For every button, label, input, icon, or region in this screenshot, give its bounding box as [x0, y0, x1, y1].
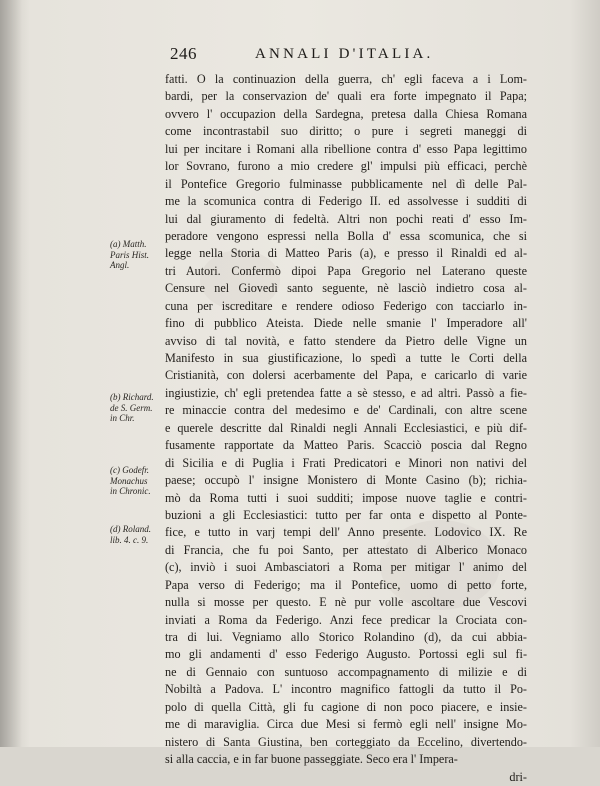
page-header — [170, 44, 530, 66]
text-line: fatti. O la continuazion della guerra, ch' egli faceva a i Lom- — [165, 72, 527, 86]
margin-note-a — [110, 239, 162, 271]
text-line: fusamente rapportate da Matteo Paris. Scacciò poscia dal Regno — [165, 438, 527, 453]
text-line: buzioni a gli Ecclesiastici: tutto per far onta e dispetto al Ponte- — [165, 507, 527, 522]
binding-shadow — [0, 0, 22, 747]
text-line: dri- — [509, 769, 527, 784]
main-text-column — [165, 71, 527, 786]
text-line: peradore vengono espressi nella Bolla d' essa scomunica, che si — [165, 228, 527, 243]
text-line: fino di pubblico Ateista. Diede nelle smanie l' Imperadore all' — [165, 316, 527, 331]
margin-note-line: in Chronic. — [110, 486, 151, 496]
text-line: Manifesto in sua giustificazione, lo spedì a tutte le Corti della — [165, 351, 527, 365]
text-line: e querele descritte dal Rinaldi negli Annali Ecclesiastici, e più dif- — [165, 420, 527, 435]
running-title: ANNALI D'ITALIA. — [255, 46, 434, 62]
margin-note-line: Angl. — [110, 260, 130, 270]
text-line: me la scomunica contra di Federigo II. ed assolvesse i sudditi di — [165, 194, 527, 209]
text-line: ovvero l' occupazion della Sardegna, pretesa dalla Chiesa Romana — [165, 106, 527, 121]
margin-note-line: in Chr. — [110, 413, 135, 423]
text-line: re minaccie contra del medesimo e de' Cardinali, con altre scene — [165, 403, 527, 418]
text-line: si alla caccia, e in far buone passeggiate. Seco era l' Impera- — [165, 752, 458, 767]
text-line: di Sicilia e di Puglia i Frati Predicatori e Minori non nativi del — [165, 455, 527, 470]
margin-note-line: de S. Germ. — [110, 402, 153, 413]
text-line: avviso di tal novità, e fatto stendere da Pietro delle Vigne un — [165, 333, 527, 348]
text-line: polo di quella Città, gli fu cagione di non poco piacere, e insie- — [165, 699, 527, 714]
text-line: nulla si mosse per questo. E nè pur volle ascoltare due Vescovi — [165, 595, 527, 610]
margin-note-line: (c) Godefr. — [110, 465, 149, 475]
text-line: ne di Gennaio con suntuoso accompagnamento di milizie e di — [165, 664, 527, 679]
margin-note-line: (b) Richard. — [110, 392, 154, 402]
text-line: paese; occupò l' insigne Monistero di Monte Casino (b); richia- — [165, 473, 527, 488]
text-line: bardi, per la conservazion de' quali era forte impegnato il Papa; — [165, 89, 527, 104]
text-line: Cristianità, con dolersi acerbamente del Papa, e caricarlo di varie — [165, 368, 527, 383]
text-line: inviati a Roma da Federigo. Anzi fece predicar la Crociata con- — [165, 612, 527, 627]
margin-note-c — [110, 465, 162, 497]
text-line: mo gli andamenti d' esso Federigo Augusto. Portossi egli sul fi- — [165, 647, 527, 662]
text-line: come incontrastabil suo diritto; o pure i segreti maneggi di — [165, 124, 527, 139]
text-line: Papa verso di Federigo; ma il Pontefice, uomo di petto forte, — [165, 577, 527, 592]
text-line: il Pontefice Gregorio fulminasse pubblicamente nel dì delle Pal- — [165, 176, 527, 191]
text-line: nistero di Santa Giustina, ben corteggiato da Eccelino, divertendo- — [165, 734, 527, 749]
text-line: ingiustizie, ch' egli pretendea fatte a sè stesso, e ad altri. Passò a fie- — [165, 385, 527, 400]
text-line: Censure nel Giovedì santo seguente, nè lasciò indietro cosa al- — [165, 281, 527, 296]
text-line: di Francia, che fu poi Santo, per attestato di Alberico Monaco — [165, 542, 527, 557]
text-line: lui dal giuramento di fedeltà. Altri non pochi reati d' esso Im- — [165, 211, 527, 226]
margin-note-line: (d) Roland. — [110, 524, 151, 534]
margin-note-line: Monachus — [110, 475, 148, 486]
text-line: tri Autori. Confermò dipoi Papa Gregorio nel Laterano queste — [165, 263, 527, 278]
text-line: legge nella Storia di Matteo Paris (a), e presso il Rinaldi ed al- — [165, 246, 527, 261]
text-line: (c), inviò i suoi Ambasciatori a Roma per mitigar l' animo del — [165, 560, 527, 575]
text-line: tra di lui. Vegniamo allo Storico Rolandino (d), da cui abbia- — [165, 630, 527, 644]
text-line: Nobiltà a Padova. L' incontro magnifico fattogli da tutto il Po- — [165, 682, 527, 697]
text-line: me di maraviglia. Circa due Mesi si fermò egli nell' insigne Mo- — [165, 717, 527, 732]
margin-note-b — [110, 392, 162, 424]
text-line: fice, e tutto in varj tempi dell' Anno presente. Lodovico IX. Re — [165, 525, 527, 540]
text-line: cuna per iscreditare e rendere odioso Federigo con tacciarlo in- — [165, 298, 527, 313]
text-line: lui per incitare i Romani alla ribellione contra d' esso Papa legittimo — [165, 141, 527, 156]
text-line: lor Sovrano, furono a mio credere gl' impulsi più efficaci, perchè — [165, 159, 527, 174]
margin-note-line: Paris Hist. — [110, 249, 150, 260]
margin-note-line: lib. 4. c. 9. — [110, 534, 149, 545]
margin-note-line: (a) Matth. — [110, 239, 147, 249]
page-number: 246 — [170, 44, 197, 63]
margin-note-d — [110, 524, 162, 545]
text-line: mò da Roma tutti i suoi sudditi; impose nuove taglie e contri- — [165, 490, 527, 505]
